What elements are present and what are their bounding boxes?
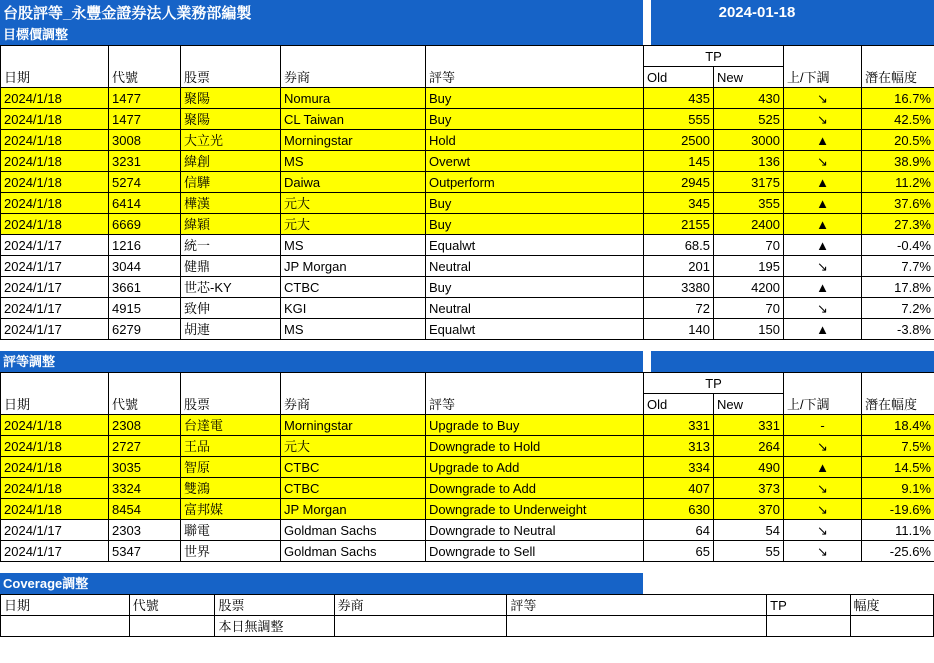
col-header-broker: 券商 <box>334 595 507 616</box>
cell-tp-new: 373 <box>714 478 784 499</box>
table-header-row <box>1 46 934 67</box>
cell-direction-icon: ↘ <box>784 88 862 109</box>
cell-upside: 7.5% <box>862 436 934 457</box>
cell-date <box>1 616 130 637</box>
col-header-range: 幅度 <box>850 595 933 616</box>
cell-tp-old: 140 <box>644 319 714 340</box>
cell-upside: 14.5% <box>862 457 934 478</box>
cell-rating: Neutral <box>426 256 644 277</box>
cell-date: 2024/1/18 <box>1 436 109 457</box>
band-gap <box>643 351 651 372</box>
cell-direction-icon: ▲ <box>784 277 862 298</box>
cell-direction-icon: ↘ <box>784 499 862 520</box>
cell-code: 6669 <box>109 214 181 235</box>
cell-tp-new: 136 <box>714 151 784 172</box>
cell-date: 2024/1/18 <box>1 88 109 109</box>
cell-tp-new: 55 <box>714 541 784 562</box>
cell-tp-new: 525 <box>714 109 784 130</box>
cell-rating: Overwt <box>426 151 644 172</box>
cell-code: 3008 <box>109 130 181 151</box>
cell-upside: -3.8% <box>862 319 934 340</box>
cell-broker: Nomura <box>281 88 426 109</box>
cell-tp-old: 435 <box>644 88 714 109</box>
cell-code: 1477 <box>109 88 181 109</box>
cell-tp-new: 150 <box>714 319 784 340</box>
col-header-tp-old: Old <box>644 394 714 415</box>
cell-upside: -19.6% <box>862 499 934 520</box>
table-row <box>1 319 934 340</box>
cell-broker: MS <box>281 235 426 256</box>
cell-broker: 元大 <box>281 193 426 214</box>
cell-stock: 信驊 <box>181 172 281 193</box>
cell-tp-new: 70 <box>714 298 784 319</box>
cell-direction-icon: ↘ <box>784 541 862 562</box>
cell-date: 2024/1/18 <box>1 499 109 520</box>
cell-rating: Buy <box>426 193 644 214</box>
table-row <box>1 109 934 130</box>
cell-tp-new: 3000 <box>714 130 784 151</box>
table-row <box>1 541 934 562</box>
cell-upside: 27.3% <box>862 214 934 235</box>
cell-tp-new: 4200 <box>714 277 784 298</box>
cell-code <box>129 616 215 637</box>
cell-stock: 智原 <box>181 457 281 478</box>
cell-tp-old: 407 <box>644 478 714 499</box>
cell-code: 5347 <box>109 541 181 562</box>
cell-code: 3324 <box>109 478 181 499</box>
cell-broker: Daiwa <box>281 172 426 193</box>
cell-rating: Downgrade to Hold <box>426 436 644 457</box>
cell-date: 2024/1/18 <box>1 193 109 214</box>
cell-stock: 王品 <box>181 436 281 457</box>
table-row <box>1 499 934 520</box>
cell-rating: Downgrade to Neutral <box>426 520 644 541</box>
col-header-code: 代號 <box>109 46 181 88</box>
cell-stock: 聚陽 <box>181 109 281 130</box>
cell-upside: 18.4% <box>862 415 934 436</box>
cell-note: 本日無調整 <box>215 616 334 637</box>
cell-upside: -0.4% <box>862 235 934 256</box>
col-header-rating: 評等 <box>507 595 767 616</box>
cell-code: 8454 <box>109 499 181 520</box>
cell-broker: Morningstar <box>281 415 426 436</box>
report-date: 2024-01-18 <box>651 0 863 24</box>
col-header-rating: 評等 <box>426 46 644 88</box>
cell-broker: JP Morgan <box>281 256 426 277</box>
cell-broker: CTBC <box>281 478 426 499</box>
cell-rating: Upgrade to Add <box>426 457 644 478</box>
cell-direction-icon: ↘ <box>784 298 862 319</box>
table-row <box>1 88 934 109</box>
cell-broker: MS <box>281 151 426 172</box>
cell-date: 2024/1/17 <box>1 319 109 340</box>
cell-rating: Neutral <box>426 298 644 319</box>
section-band-fill <box>651 351 934 372</box>
cell-direction-icon: ▲ <box>784 235 862 256</box>
cell-rating: Downgrade to Underweight <box>426 499 644 520</box>
cell-upside: 20.5% <box>862 130 934 151</box>
cell-upside: 9.1% <box>862 478 934 499</box>
cell-code: 3231 <box>109 151 181 172</box>
cell-tp-new: 355 <box>714 193 784 214</box>
cell-date: 2024/1/18 <box>1 172 109 193</box>
cell-stock: 緯穎 <box>181 214 281 235</box>
col-header-date: 日期 <box>1 373 109 415</box>
cell-upside: 7.2% <box>862 298 934 319</box>
table-row <box>1 130 934 151</box>
cell-broker: Morningstar <box>281 130 426 151</box>
cell-stock: 統一 <box>181 235 281 256</box>
cell-stock: 健鼎 <box>181 256 281 277</box>
cell-direction-icon: ▲ <box>784 130 862 151</box>
cell-broker: 元大 <box>281 436 426 457</box>
cell-tp-old: 313 <box>644 436 714 457</box>
cell-code: 5274 <box>109 172 181 193</box>
col-header-stock: 股票 <box>181 46 281 88</box>
cell-broker: CTBC <box>281 457 426 478</box>
section-title-rating: 評等調整 <box>0 351 643 372</box>
table-row <box>1 277 934 298</box>
cell-rating: Buy <box>426 109 644 130</box>
cell-code: 3044 <box>109 256 181 277</box>
section-band-target-price <box>0 24 934 45</box>
cell-code: 4915 <box>109 298 181 319</box>
cell-stock: 胡連 <box>181 319 281 340</box>
cell-upside: 37.6% <box>862 193 934 214</box>
table-row <box>1 415 934 436</box>
cell-stock: 台達電 <box>181 415 281 436</box>
col-header-stock: 股票 <box>181 373 281 415</box>
cell-code: 6279 <box>109 319 181 340</box>
cell-date: 2024/1/18 <box>1 130 109 151</box>
cell-code: 1477 <box>109 109 181 130</box>
cell-broker: 元大 <box>281 214 426 235</box>
cell-upside: 16.7% <box>862 88 934 109</box>
table-row <box>1 520 934 541</box>
col-header-direction: 上/下調 <box>784 46 862 88</box>
cell-stock: 大立光 <box>181 130 281 151</box>
cell-broker <box>334 616 507 637</box>
col-header-tp-group: TP <box>644 46 784 67</box>
rating-change-table <box>0 372 934 562</box>
table-row <box>1 457 934 478</box>
cell-direction-icon: ▲ <box>784 457 862 478</box>
title-gap <box>643 0 651 24</box>
table-row <box>1 298 934 319</box>
cell-tp <box>767 616 850 637</box>
col-header-code: 代號 <box>129 595 215 616</box>
cell-code: 2727 <box>109 436 181 457</box>
cell-direction-icon: ▲ <box>784 172 862 193</box>
cell-stock: 聚陽 <box>181 88 281 109</box>
cell-tp-new: 490 <box>714 457 784 478</box>
cell-direction-icon: ↘ <box>784 256 862 277</box>
cell-direction-icon: ↘ <box>784 520 862 541</box>
table-row <box>1 616 934 637</box>
cell-tp-old: 331 <box>644 415 714 436</box>
cell-code: 6414 <box>109 193 181 214</box>
table-row <box>1 172 934 193</box>
cell-direction-icon: ↘ <box>784 478 862 499</box>
cell-tp-old: 145 <box>644 151 714 172</box>
cell-direction-icon: ↘ <box>784 151 862 172</box>
cell-tp-new: 331 <box>714 415 784 436</box>
cell-tp-old: 65 <box>644 541 714 562</box>
cell-tp-new: 2400 <box>714 214 784 235</box>
cell-tp-new: 264 <box>714 436 784 457</box>
col-header-tp-group: TP <box>644 373 784 394</box>
cell-date: 2024/1/17 <box>1 235 109 256</box>
cell-tp-old: 2500 <box>644 130 714 151</box>
table-row <box>1 151 934 172</box>
cell-date: 2024/1/17 <box>1 277 109 298</box>
cell-rating: Equalwt <box>426 235 644 256</box>
cell-stock: 樺漢 <box>181 193 281 214</box>
cell-rating: Outperform <box>426 172 644 193</box>
cell-broker: JP Morgan <box>281 499 426 520</box>
cell-date: 2024/1/17 <box>1 541 109 562</box>
cell-date: 2024/1/18 <box>1 109 109 130</box>
cell-broker: MS <box>281 319 426 340</box>
cell-tp-old: 345 <box>644 193 714 214</box>
cell-rating: Buy <box>426 277 644 298</box>
cell-direction-icon: ↘ <box>784 436 862 457</box>
cell-date: 2024/1/17 <box>1 256 109 277</box>
cell-tp-old: 334 <box>644 457 714 478</box>
cell-code: 3661 <box>109 277 181 298</box>
col-header-broker: 券商 <box>281 46 426 88</box>
section-spacer <box>0 562 934 573</box>
col-header-tp-new: New <box>714 67 784 88</box>
col-header-broker: 券商 <box>281 373 426 415</box>
cell-tp-new: 70 <box>714 235 784 256</box>
cell-rating: Downgrade to Add <box>426 478 644 499</box>
table-row <box>1 214 934 235</box>
cell-upside: 11.2% <box>862 172 934 193</box>
section-title-target-price: 目標價調整 <box>0 24 643 45</box>
col-header-direction: 上/下調 <box>784 373 862 415</box>
col-header-tp: TP <box>767 595 850 616</box>
cell-tp-old: 68.5 <box>644 235 714 256</box>
title-bar <box>0 0 934 24</box>
section-title-coverage: Coverage調整 <box>0 573 643 594</box>
cell-date: 2024/1/18 <box>1 415 109 436</box>
cell-stock: 富邦媒 <box>181 499 281 520</box>
cell-broker: KGI <box>281 298 426 319</box>
target-price-table <box>0 45 934 340</box>
col-header-stock: 股票 <box>215 595 334 616</box>
cell-date: 2024/1/18 <box>1 214 109 235</box>
cell-tp-old: 72 <box>644 298 714 319</box>
cell-rating: Equalwt <box>426 319 644 340</box>
cell-tp-new: 54 <box>714 520 784 541</box>
cell-code: 3035 <box>109 457 181 478</box>
cell-tp-old: 630 <box>644 499 714 520</box>
cell-tp-new: 3175 <box>714 172 784 193</box>
cell-direction-icon: ▲ <box>784 319 862 340</box>
cell-date: 2024/1/18 <box>1 151 109 172</box>
col-header-date: 日期 <box>1 46 109 88</box>
col-header-rating: 評等 <box>426 373 644 415</box>
table-row <box>1 436 934 457</box>
col-header-code: 代號 <box>109 373 181 415</box>
cell-tp-new: 430 <box>714 88 784 109</box>
band-empty <box>651 573 934 594</box>
cell-date: 2024/1/18 <box>1 478 109 499</box>
cell-direction-icon: ▲ <box>784 214 862 235</box>
section-spacer <box>0 340 934 351</box>
cell-stock: 世芯-KY <box>181 277 281 298</box>
cell-stock: 世界 <box>181 541 281 562</box>
band-gap <box>643 24 651 45</box>
cell-rating: Hold <box>426 130 644 151</box>
cell-direction-icon: - <box>784 415 862 436</box>
cell-tp-old: 64 <box>644 520 714 541</box>
cell-upside: 42.5% <box>862 109 934 130</box>
cell-code: 1216 <box>109 235 181 256</box>
cell-tp-old: 555 <box>644 109 714 130</box>
cell-broker: CTBC <box>281 277 426 298</box>
cell-stock: 緯創 <box>181 151 281 172</box>
cell-upside: 38.9% <box>862 151 934 172</box>
cell-rating: Buy <box>426 88 644 109</box>
cell-tp-old: 3380 <box>644 277 714 298</box>
table-row <box>1 256 934 277</box>
section-band-coverage <box>0 573 934 594</box>
cell-date: 2024/1/17 <box>1 520 109 541</box>
table-row <box>1 193 934 214</box>
cell-tp-new: 370 <box>714 499 784 520</box>
cell-direction-icon: ▲ <box>784 193 862 214</box>
section-band-rating <box>0 351 934 372</box>
cell-upside: 11.1% <box>862 520 934 541</box>
cell-rating: Downgrade to Sell <box>426 541 644 562</box>
cell-date: 2024/1/18 <box>1 457 109 478</box>
cell-tp-old: 2945 <box>644 172 714 193</box>
col-header-tp-old: Old <box>644 67 714 88</box>
cell-date: 2024/1/17 <box>1 298 109 319</box>
col-header-date: 日期 <box>1 595 130 616</box>
cell-tp-old: 2155 <box>644 214 714 235</box>
title-tail <box>863 0 934 24</box>
cell-range <box>850 616 933 637</box>
coverage-table <box>0 594 934 637</box>
cell-stock: 雙鴻 <box>181 478 281 499</box>
table-header-row <box>1 373 934 394</box>
cell-stock: 致伸 <box>181 298 281 319</box>
section-band-fill <box>651 24 934 45</box>
cell-rating: Buy <box>426 214 644 235</box>
cell-upside: 17.8% <box>862 277 934 298</box>
cell-upside: 7.7% <box>862 256 934 277</box>
col-header-tp-new: New <box>714 394 784 415</box>
cell-broker: Goldman Sachs <box>281 541 426 562</box>
table-row <box>1 235 934 256</box>
cell-upside: -25.6% <box>862 541 934 562</box>
page-title: 台股評等_永豐金證券法人業務部編製 <box>0 0 643 24</box>
cell-broker: Goldman Sachs <box>281 520 426 541</box>
table-row <box>1 478 934 499</box>
cell-broker: CL Taiwan <box>281 109 426 130</box>
col-header-upside: 潛在幅度 <box>862 373 934 415</box>
cell-tp-new: 195 <box>714 256 784 277</box>
cell-rating: Upgrade to Buy <box>426 415 644 436</box>
table-header-row <box>1 595 934 616</box>
cell-rating <box>507 616 767 637</box>
cell-code: 2308 <box>109 415 181 436</box>
col-header-upside: 潛在幅度 <box>862 46 934 88</box>
band-gap <box>643 573 651 594</box>
cell-direction-icon: ↘ <box>784 109 862 130</box>
cell-tp-old: 201 <box>644 256 714 277</box>
cell-code: 2303 <box>109 520 181 541</box>
cell-stock: 聯電 <box>181 520 281 541</box>
